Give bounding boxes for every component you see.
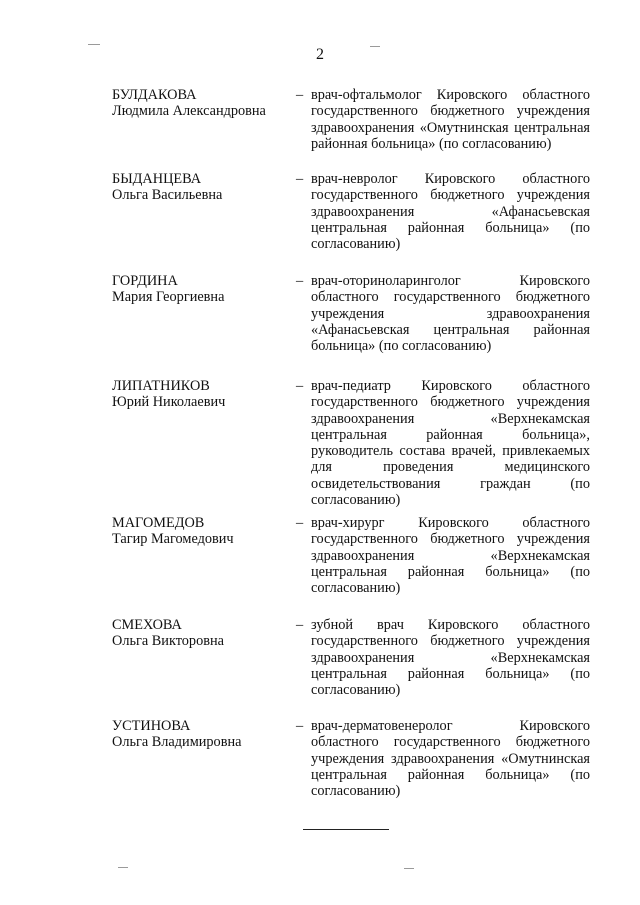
- member-given-names: Ольга Владимировна: [112, 734, 242, 751]
- closing-rule: [303, 829, 389, 830]
- entry-dash: –: [296, 87, 304, 103]
- member-given-names: Тагир Магомедович: [112, 531, 234, 548]
- member-surname: БУЛДАКОВА: [112, 87, 197, 103]
- member-surname: ГОРДИНА: [112, 273, 178, 289]
- member-name: [112, 171, 287, 204]
- entry-dash: –: [296, 171, 304, 187]
- member-given-names: Людмила Александровна: [112, 103, 266, 120]
- scan-speck: [88, 44, 100, 45]
- member-surname: СМЕХОВА: [112, 617, 182, 633]
- scan-speck: [404, 868, 414, 869]
- member-name: [112, 515, 287, 548]
- entry-dash: –: [296, 515, 304, 531]
- member-name: [112, 718, 287, 751]
- scan-speck: [370, 46, 380, 47]
- entry-dash: –: [296, 378, 304, 394]
- page-number: 2: [316, 46, 324, 63]
- member-name: [112, 378, 287, 411]
- entry-dash: –: [296, 617, 304, 633]
- member-given-names: Юрий Николаевич: [112, 394, 226, 411]
- member-position: врач-педиатр Кировского областного государственного бюджетного учреждения здравоохранения «Верхнекамская центральная районная больница», руководитель состава врачей, привлекаемых для проведения медицинского освидетельствования граждан (по согласованию): [311, 378, 590, 509]
- scan-speck: [118, 867, 128, 868]
- entry-dash: –: [296, 273, 304, 289]
- member-name: [112, 273, 287, 306]
- member-surname: МАГОМЕДОВ: [112, 515, 205, 531]
- member-given-names: Ольга Викторовна: [112, 633, 224, 650]
- member-given-names: Ольга Васильевна: [112, 187, 223, 204]
- member-position: врач-оториноларинголог Кировского областного государственного бюджетного учреждения здравоохранения «Афанасьевская центральная районная больница» (по согласованию): [311, 273, 590, 355]
- member-surname: ЛИПАТНИКОВ: [112, 378, 210, 394]
- member-given-names: Мария Георгиевна: [112, 289, 225, 306]
- entry-dash: –: [296, 718, 304, 734]
- member-name: [112, 87, 287, 120]
- member-position: врач-офтальмолог Кировского областного государственного бюджетного учреждения здравоохранения «Омутнинская центральная районная больница» (по согласованию): [311, 87, 590, 152]
- member-position: врач-дерматовенеролог Кировского областного государственного бюджетного учреждения здравоохранения «Омутнинская центральная районная больница» (по согласованию): [311, 718, 590, 800]
- member-surname: БЫДАНЦЕВА: [112, 171, 202, 187]
- member-name: [112, 617, 287, 650]
- member-position: зубной врач Кировского областного государственного бюджетного учреждения здравоохранения «Верхнекамская центральная районная больница» (по согласованию): [311, 617, 590, 699]
- member-position: врач-хирург Кировского областного государственного бюджетного учреждения здравоохранения «Верхнекамская центральная районная больница» (по согласованию): [311, 515, 590, 597]
- member-surname: УСТИНОВА: [112, 718, 191, 734]
- member-position: врач-невролог Кировского областного государственного бюджетного учреждения здравоохранения «Афанасьевская центральная районная больница» (по согласованию): [311, 171, 590, 253]
